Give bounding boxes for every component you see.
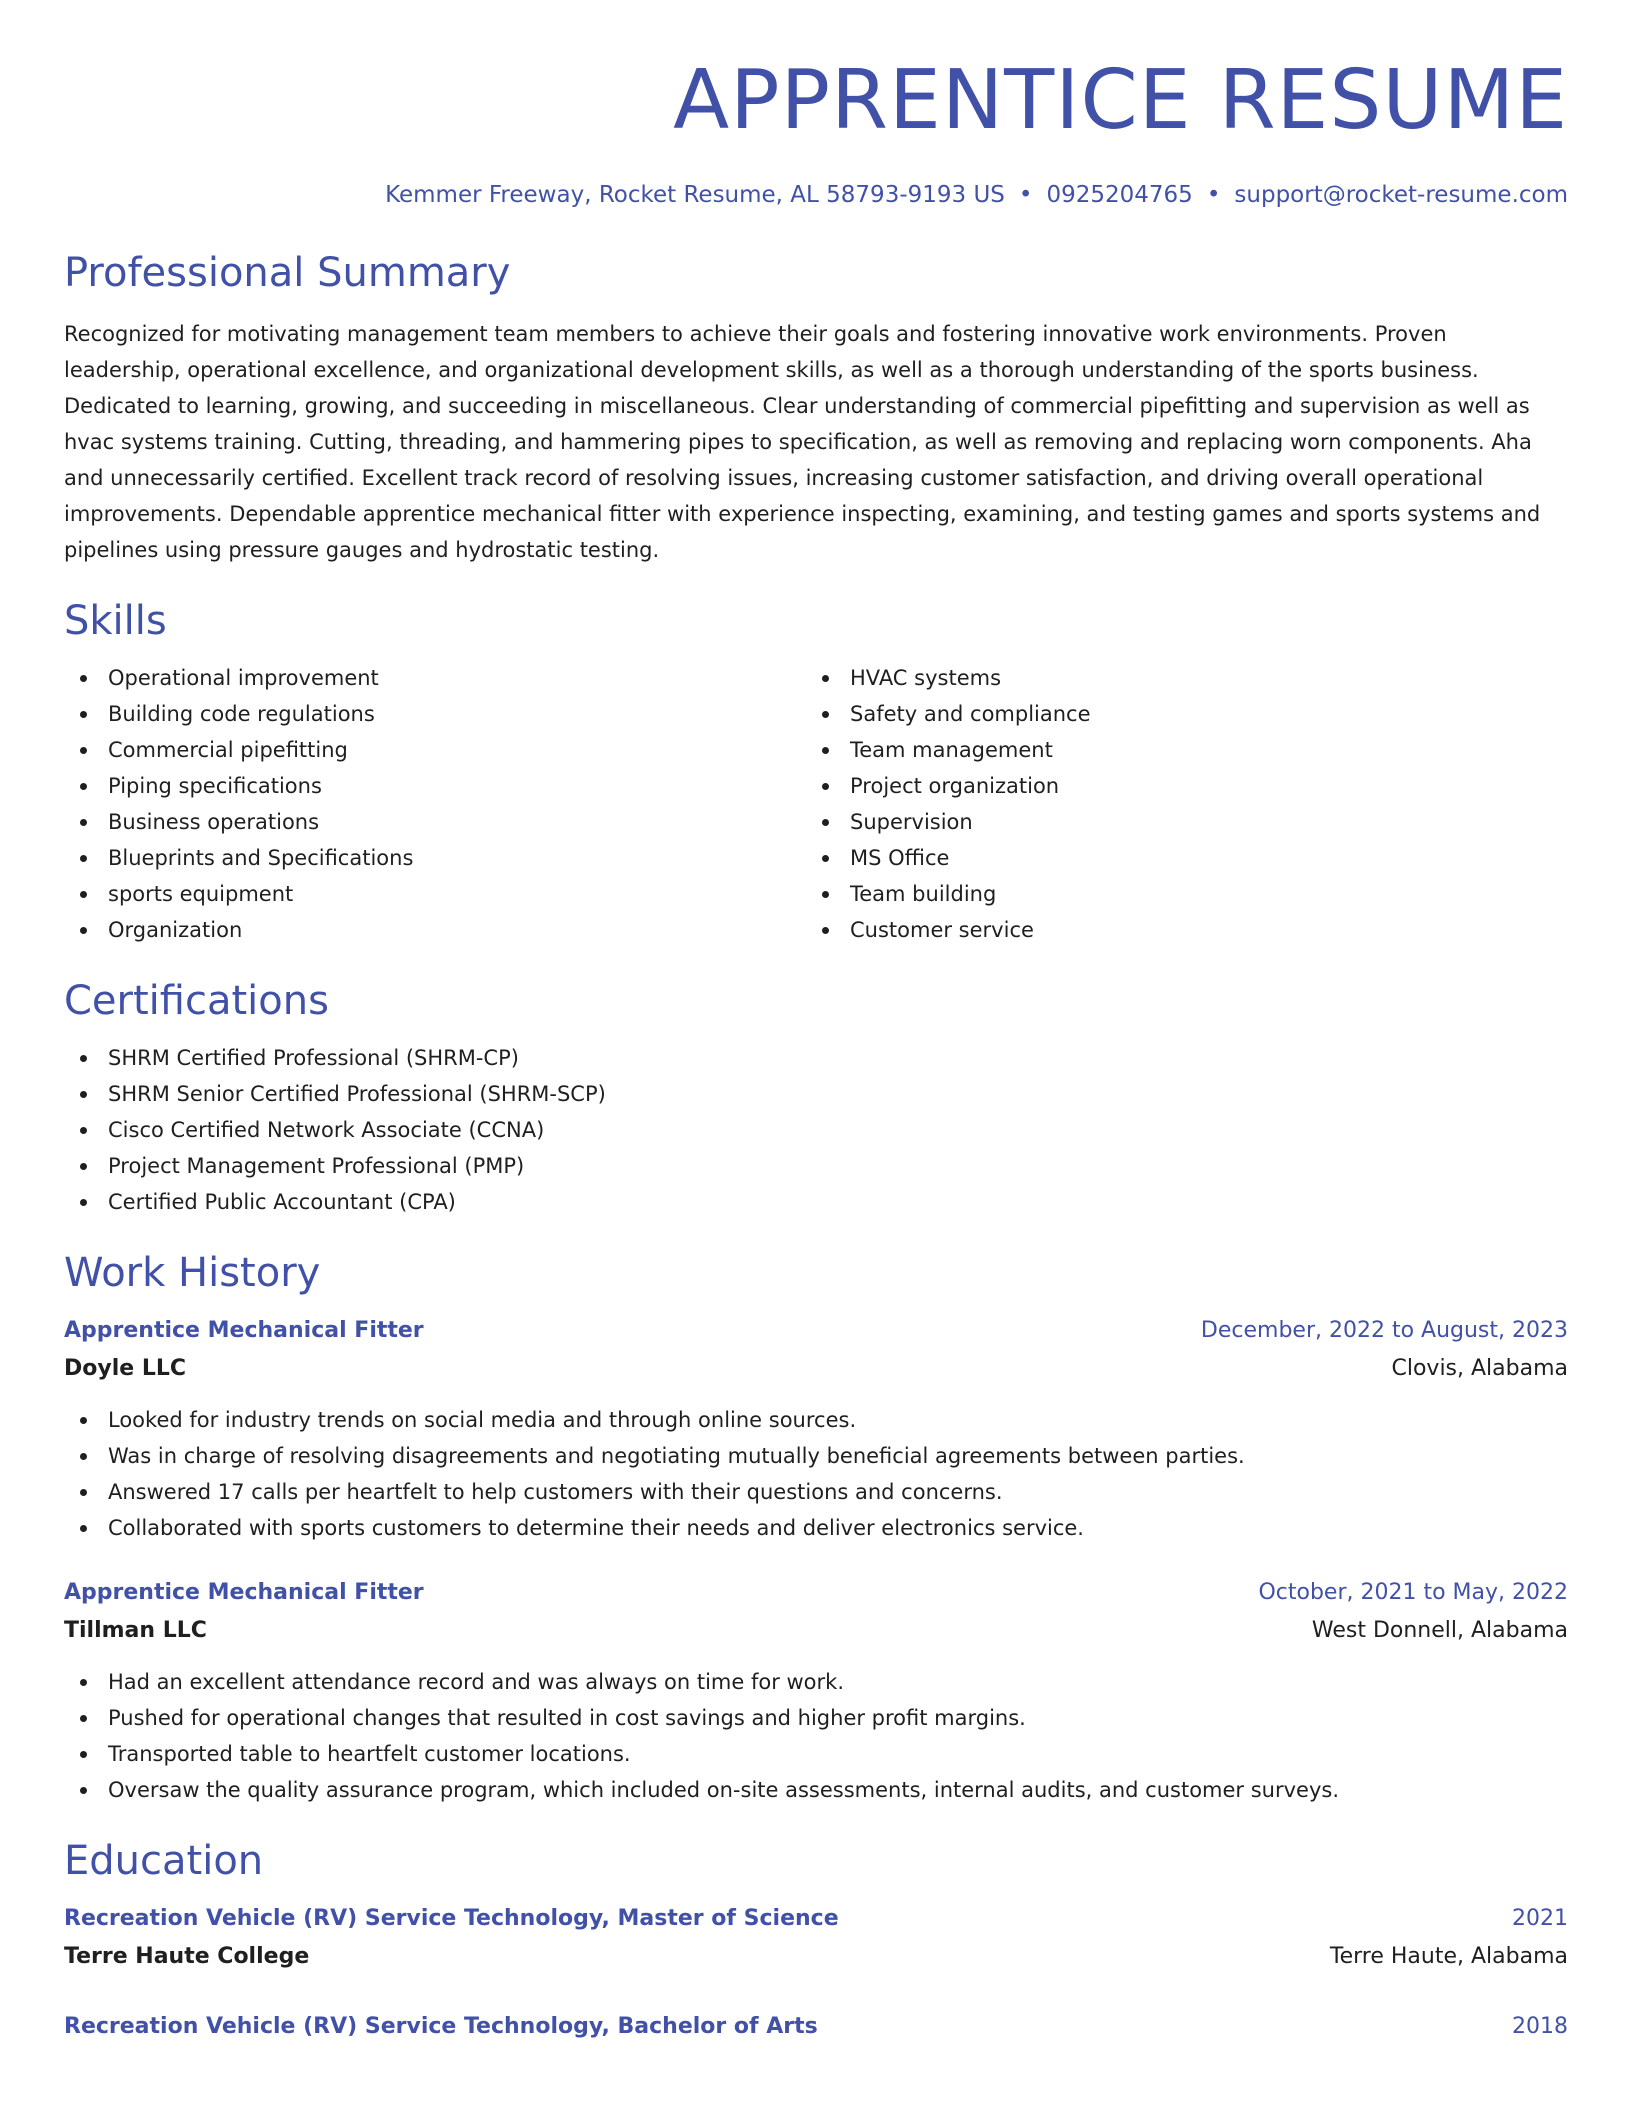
- contact-address: Kemmer Freeway, Rocket Resume, AL 58793-9193 US: [385, 182, 1005, 208]
- education-degree-row: [64, 2008, 1568, 2046]
- skill-item: Customer service: [806, 912, 1548, 948]
- job-entry: [64, 1574, 1568, 1808]
- contact-separator: •: [1206, 182, 1221, 208]
- job-dates: December, 2022 to August, 2023: [1200, 1318, 1568, 1343]
- certification-item: Project Management Professional (PMP): [64, 1148, 1568, 1184]
- job-duty: Collaborated with sports customers to determine their needs and deliver electronics service.: [64, 1510, 1568, 1546]
- job-header-row: [64, 1574, 1568, 1612]
- job-company: Doyle LLC: [64, 1356, 187, 1381]
- job-duty: Transported table to heartfelt customer locations.: [64, 1736, 1568, 1772]
- education-degree: Recreation Vehicle (RV) Service Technology, Bachelor of Arts: [64, 2014, 818, 2039]
- section-title-skills: Skills: [64, 598, 167, 644]
- skill-item: Blueprints and Specifications: [64, 840, 806, 876]
- skill-item: Project organization: [806, 768, 1548, 804]
- section-title-certifications: Certifications: [64, 978, 329, 1024]
- skills-list-right: [806, 660, 1548, 948]
- education-entry: [64, 2008, 1568, 2046]
- job-title: Apprentice Mechanical Fitter: [64, 1580, 424, 1605]
- skill-item: Building code regulations: [64, 696, 806, 732]
- section-title-summary: Professional Summary: [64, 250, 511, 296]
- summary-section: [64, 248, 1568, 568]
- skill-item: Business operations: [64, 804, 806, 840]
- education-degree-row: [64, 1900, 1568, 1938]
- job-duty: Oversaw the quality assurance program, which included on-site assessments, internal audits, and customer surveys.: [64, 1772, 1568, 1808]
- work-history-section: [64, 1248, 1568, 1808]
- job-location: Clovis, Alabama: [1391, 1356, 1568, 1381]
- education-section: [64, 1836, 1568, 2046]
- job-duty: Looked for industry trends on social media and through online sources.: [64, 1402, 1568, 1438]
- contact-phone: 0925204765: [1046, 182, 1193, 208]
- job-company-row: [64, 1612, 1568, 1650]
- job-title: Apprentice Mechanical Fitter: [64, 1318, 424, 1343]
- candidate-name: APPRENTICE RESUME: [673, 53, 1568, 148]
- contact-email: support@rocket-resume.com: [1234, 182, 1568, 208]
- job-duty: Was in charge of resolving disagreements and negotiating mutually beneficial agreements between parties.: [64, 1438, 1568, 1474]
- skill-item: MS Office: [806, 840, 1548, 876]
- job-duties-list: [64, 1402, 1568, 1546]
- certification-item: Cisco Certified Network Associate (CCNA): [64, 1112, 1568, 1148]
- education-year: 2018: [1512, 2014, 1568, 2039]
- job-duty: Had an excellent attendance record and was always on time for work.: [64, 1664, 1568, 1700]
- job-duties-list: [64, 1664, 1568, 1808]
- skills-section: [64, 596, 1568, 948]
- skill-item: Piping specifications: [64, 768, 806, 804]
- job-duty: Pushed for operational changes that resulted in cost savings and higher profit margins.: [64, 1700, 1568, 1736]
- certifications-list: [64, 1040, 1568, 1220]
- education-degree: Recreation Vehicle (RV) Service Technology, Master of Science: [64, 1906, 839, 1931]
- section-title-education: Education: [64, 1838, 264, 1884]
- contact-separator: •: [1018, 182, 1033, 208]
- contact-line: [64, 180, 1568, 210]
- job-duty: Answered 17 calls per heartfelt to help customers with their questions and concerns.: [64, 1474, 1568, 1510]
- education-year: 2021: [1512, 1906, 1568, 1931]
- skill-item: sports equipment: [64, 876, 806, 912]
- education-location: Terre Haute, Alabama: [1329, 1944, 1568, 1969]
- skill-item: Commercial pipefitting: [64, 732, 806, 768]
- job-company-row: [64, 1350, 1568, 1388]
- job-header-row: [64, 1312, 1568, 1350]
- summary-text: Recognized for motivating management team members to achieve their goals and fostering innovative work environments. Proven leadership, operational excellence, and organizational development skills, as well as a thorough understanding of the sports business. Dedicated to learning, growing, and succeeding in miscellaneous. Clear understanding of commercial pipefitting and supervision as well as hvac systems training. Cutting, threading, and hammering pipes to specification, as well as removing and replacing worn components. Aha and unnecessarily certified. Excellent track record of resolving issues, increasing customer satisfaction, and driving overall operational improvements. Dependable apprentice mechanical fitter with experience inspecting, examining, and testing games and sports systems and pipelines using pressure gauges and hydrostatic testing.: [64, 322, 1541, 562]
- certifications-section: [64, 976, 1568, 1220]
- job-entry: [64, 1312, 1568, 1546]
- education-entry: [64, 1900, 1568, 1976]
- resume-header: [64, 52, 1568, 210]
- section-title-work-history: Work History: [64, 1250, 321, 1296]
- skill-item: Operational improvement: [64, 660, 806, 696]
- education-school: Terre Haute College: [64, 1944, 310, 1969]
- certification-item: Certified Public Accountant (CPA): [64, 1184, 1568, 1220]
- skills-list-left: [64, 660, 806, 948]
- skill-item: Team management: [806, 732, 1548, 768]
- certification-item: SHRM Senior Certified Professional (SHRM-SCP): [64, 1076, 1568, 1112]
- certification-item: SHRM Certified Professional (SHRM-CP): [64, 1040, 1568, 1076]
- education-school-row: [64, 1938, 1568, 1976]
- job-location: West Donnell, Alabama: [1311, 1618, 1568, 1643]
- skill-item: Safety and compliance: [806, 696, 1548, 732]
- skill-item: HVAC systems: [806, 660, 1548, 696]
- skills-columns: [64, 646, 1568, 948]
- skill-item: Organization: [64, 912, 806, 948]
- job-company: Tillman LLC: [64, 1618, 207, 1643]
- skill-item: Team building: [806, 876, 1548, 912]
- job-dates: October, 2021 to May, 2022: [1258, 1580, 1568, 1605]
- skill-item: Supervision: [806, 804, 1548, 840]
